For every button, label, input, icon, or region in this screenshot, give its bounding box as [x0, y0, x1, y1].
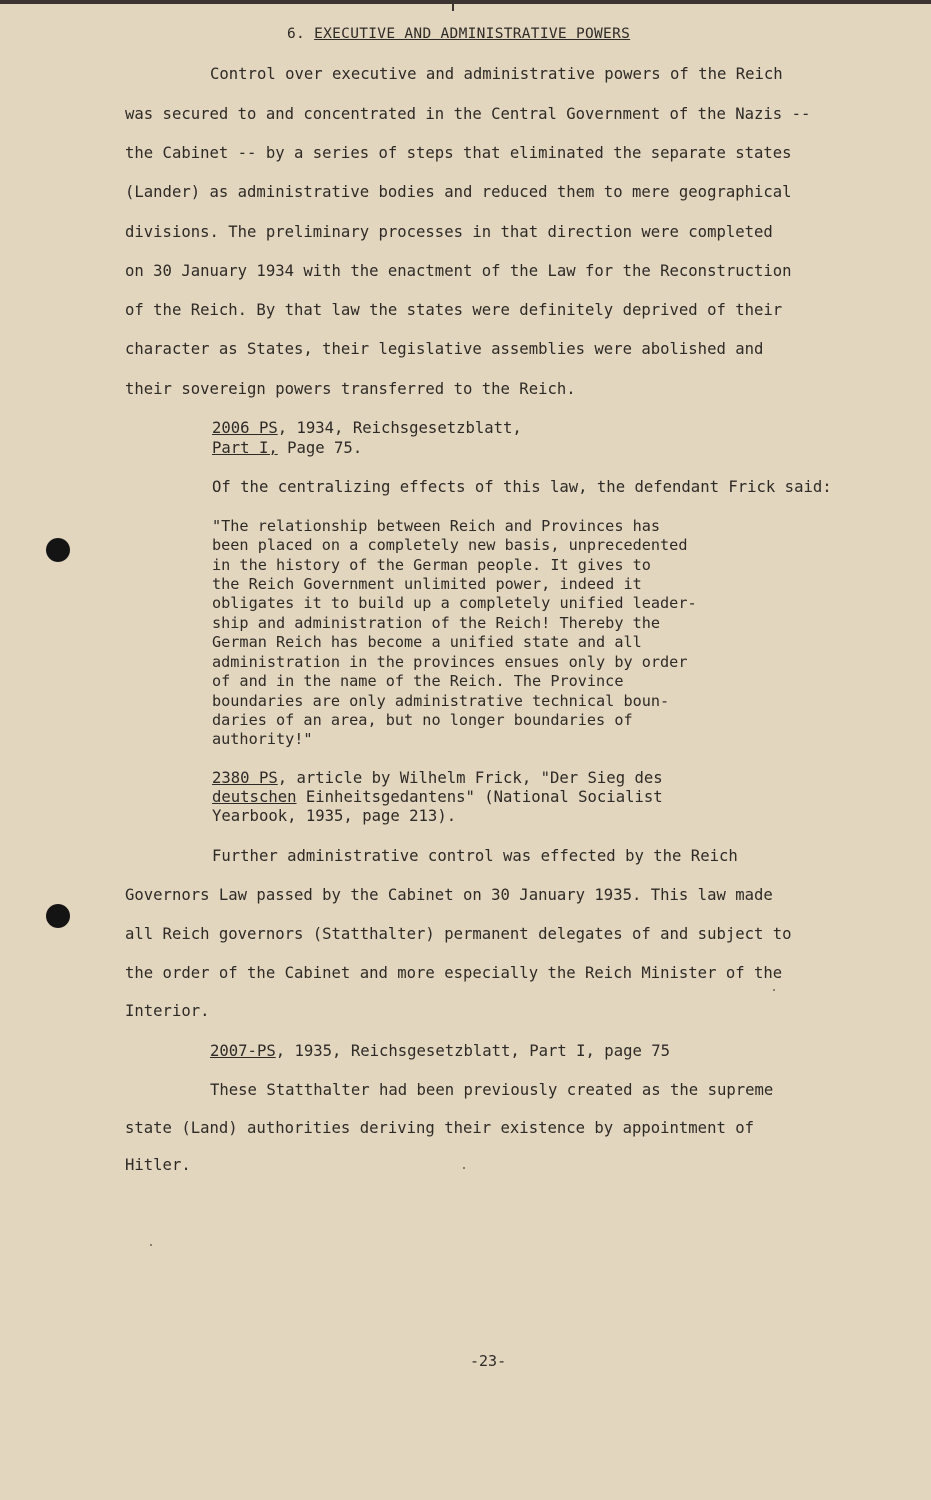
paragraph-line: Control over executive and administrative powers of the Reich: [210, 65, 783, 83]
punch-hole-bottom: [46, 904, 70, 928]
citation-text: , 1935, Reichsgesetzblatt, Part I, page 75: [275, 1042, 671, 1060]
paragraph-line: Hitler.: [125, 1156, 191, 1174]
paper-speck: [150, 1244, 152, 1246]
paragraph-line: (Lander) as administrative bodies and reduced them to mere geographical: [125, 183, 792, 201]
paragraph-line: Interior.: [125, 1002, 210, 1020]
paragraph-line: Further administrative control was effected by the Reich: [212, 847, 738, 865]
quote-line: daries of an area, but no longer boundaries of: [212, 711, 633, 729]
citation-underlined: deutschen: [212, 788, 297, 806]
paragraph-line: their sovereign powers transferred to the Reich.: [125, 380, 576, 398]
citation-line: [212, 788, 663, 806]
page-number: -23-: [470, 1352, 507, 1370]
section-number: 6.: [287, 26, 306, 42]
quote-line: of and in the name of the Reich. The Province: [212, 672, 624, 690]
paragraph-line: on 30 January 1934 with the enactment of the Law for the Reconstruction: [125, 262, 792, 280]
paragraph-line: was secured to and concentrated in the Central Government of the Nazis --: [125, 105, 811, 123]
paragraph-line: of the Reich. By that law the states were definitely deprived of their: [125, 301, 783, 319]
citation-text: , 1934, Reichsgesetzblatt,: [277, 419, 522, 437]
paragraph-line: the Cabinet -- by a series of steps that eliminated the separate states: [125, 144, 792, 162]
citation-part: Part I,: [212, 439, 278, 457]
citation-line: [212, 769, 663, 787]
citation-text: Page 75.: [277, 439, 363, 457]
margin-tick: [452, 4, 454, 11]
citation-text: Einheitsgedantens" (National Socialist: [296, 788, 663, 806]
quote-line: been placed on a completely new basis, unprecedented: [212, 536, 688, 554]
quote-line: "The relationship between Reich and Provinces has: [212, 517, 661, 535]
quote-line: boundaries are only administrative technical boun-: [212, 692, 670, 710]
citation-text: , article by Wilhelm Frick, "Der Sieg des: [277, 769, 663, 787]
paragraph-line: character as States, their legislative assemblies were abolished and: [125, 340, 764, 358]
citation-ref: 2006 PS: [212, 419, 278, 437]
quote-line: the Reich Government unlimited power, indeed it: [212, 575, 642, 593]
quote-line: administration in the provinces ensues only by order: [212, 653, 688, 671]
citation-ref: 2007-PS: [210, 1042, 276, 1060]
quote-line: authority!": [212, 730, 313, 748]
quote-line: in the history of the German people. It gives to: [212, 556, 651, 574]
paragraph-line: state (Land) authorities deriving their existence by appointment of: [125, 1119, 755, 1137]
paper-speck: [773, 989, 775, 991]
paper-speck: [463, 1167, 465, 1169]
paragraph-line: all Reich governors (Statthalter) permanent delegates of and subject to: [125, 925, 792, 943]
section-title: EXECUTIVE AND ADMINISTRATIVE POWERS: [314, 26, 631, 42]
citation-ref: 2380 PS: [212, 769, 278, 787]
quote-intro: Of the centralizing effects of this law, the defendant Frick said:: [212, 478, 832, 496]
paragraph-line: Governors Law passed by the Cabinet on 30 January 1935. This law made: [125, 886, 773, 904]
citation-line: Yearbook, 1935, page 213).: [212, 807, 457, 825]
quote-line: German Reich has become a unified state and all: [212, 633, 642, 651]
punch-hole-top: [46, 538, 70, 562]
citation-line: [212, 419, 522, 437]
citation-line: [212, 439, 362, 457]
quote-line: ship and administration of the Reich! Thereby the: [212, 614, 661, 632]
paragraph-line: These Statthalter had been previously created as the supreme: [210, 1081, 774, 1099]
quote-line: obligates it to build up a completely unified leader-: [212, 594, 697, 612]
section-heading: [287, 26, 630, 42]
citation-line: [210, 1042, 670, 1060]
paragraph-line: divisions. The preliminary processes in that direction were completed: [125, 223, 773, 241]
paragraph-line: the order of the Cabinet and more especially the Reich Minister of the: [125, 964, 783, 982]
